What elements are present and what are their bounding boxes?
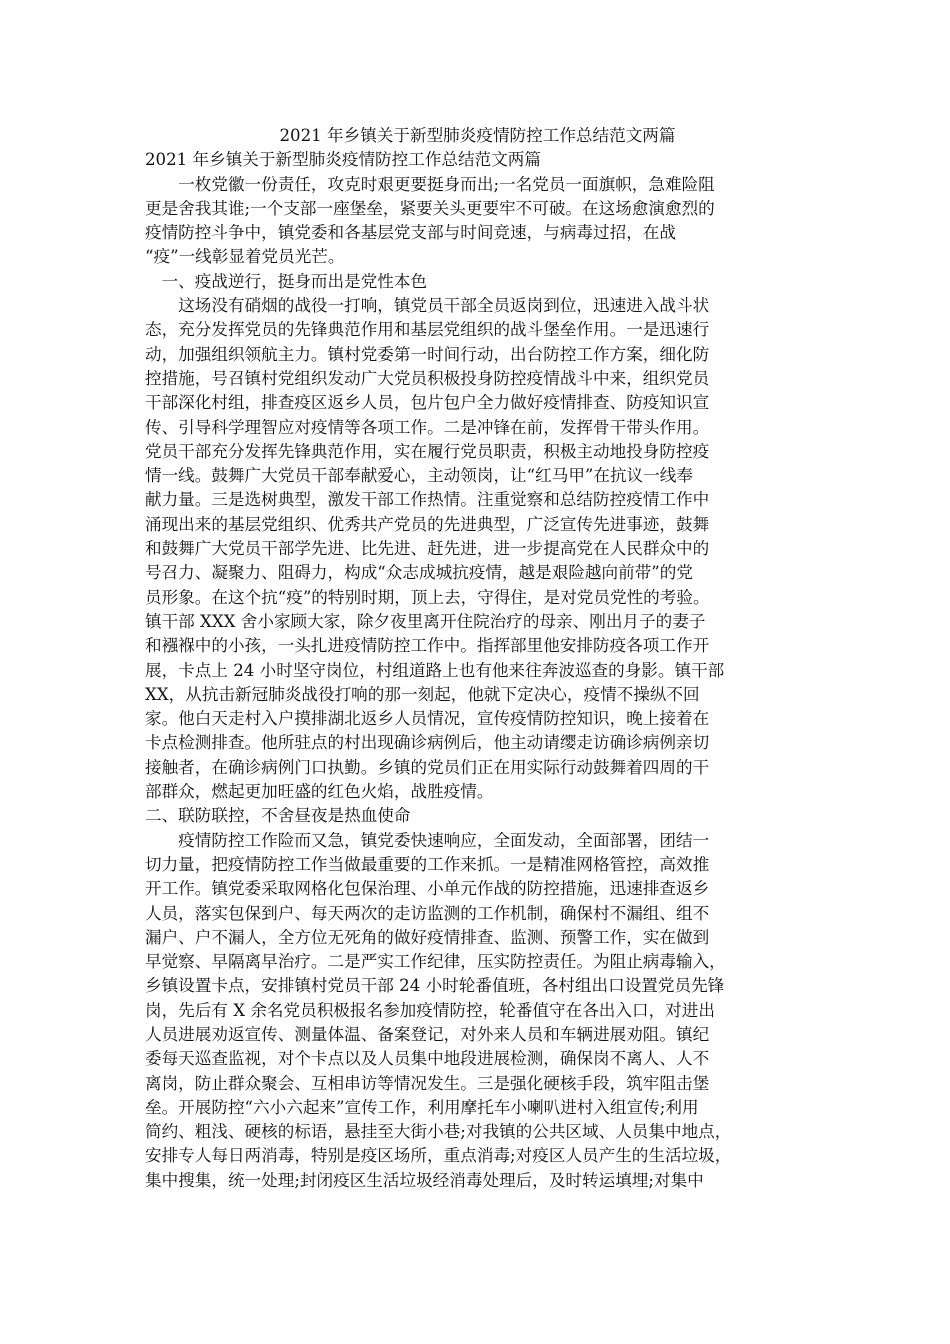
text-line: 号召力、凝聚力、阻碍力，构成“众志成城抗疫情，越是艰险越向前带”的党 <box>145 563 693 583</box>
text-line: 集中搜集，统一处理;封闭疫区生活垃圾经消毒处理后，及时转运填埋;对集中 <box>145 1170 704 1190</box>
text-line: 态，充分发挥党员的先锋典范作用和基层党组织的战斗堡垒作用。一是迅速行 <box>145 320 710 340</box>
text-line: 动，加强组织领航主力。镇村党委第一时间行动，出台防控工作方案，细化防 <box>145 344 710 364</box>
text-line: 二、联防联控，不舍昼夜是热血使命 <box>145 806 411 826</box>
text-line: 接触者，在确诊病例门口执勤。乡镇的党员们正在用实际行动鼓舞着四周的干 <box>145 757 710 777</box>
text-line: 简约、粗浅、硬核的标语，悬挂至大街小巷;对我镇的公共区域、人员集中地点， <box>145 1122 732 1142</box>
text-line: 传、引导科学理智应对疫情等各项工作。二是冲锋在前，发挥骨干带头作用。 <box>145 417 710 437</box>
text-line: 离岗，防止群众聚会、互相串访等情况发生。三是强化硬核手段，筑牢阻击堡 <box>145 1073 710 1093</box>
text-line: 干部深化村组，排查疫区返乡人员，包片包户全力做好疫情排查、防疫知识宣 <box>145 393 710 413</box>
text-line: 人员进展劝返宣传、测量体温、备案登记，对外来人员和车辆进展劝阻。镇纪 <box>145 1024 710 1044</box>
text-line: 情一线。鼓舞广大党员干部奉献爱心，主动领岗，让“红马甲”在抗议一线奉 <box>145 466 693 486</box>
text-line: 垒。开展防控“六小六起来”宣传工作，利用摩托车小喇叭进村入组宣传;利用 <box>145 1097 699 1117</box>
text-line: 乡镇设置卡点，安排镇村党员干部 24 小时轮番值班，各村组出口设置党员先锋 <box>145 976 725 996</box>
text-line: 党员干部充分发挥先锋典范作用，实在履行党员职责，积极主动地投身防控疫 <box>145 441 710 461</box>
text-line: 家。他白天走村入户摸排湖北返乡人员情况，宣传疫情防控知识，晚上接着在 <box>145 709 710 729</box>
text-line: 一枚党徽一份责任，攻克时艰更要挺身而出;一名党员一面旗帜，急难险阻 <box>145 174 715 194</box>
text-line: 卡点检测排查。他所驻点的村出现确诊病例后，他主动请缨走访确诊病例亲切 <box>145 733 710 753</box>
text-line: 开工作。镇党委采取网格化包保治理、小单元作战的防控措施，迅速排查返乡 <box>145 879 710 899</box>
text-line: XX，从抗击新冠肺炎战役打响的那一刻起，他就下定决心，疫情不操纵不回 <box>145 684 700 704</box>
text-line: 涌现出来的基层党组织、优秀共产党员的先进典型，广泛宣传先进事迹，鼓舞 <box>145 514 710 534</box>
text-line: 控措施，号召镇村党组织发动广大党员积极投身防控疫情战斗中来，组织党员 <box>145 368 710 388</box>
text-line: 这场没有硝烟的战役一打响，镇党员干部全员返岗到位，迅速进入战斗状 <box>145 296 710 316</box>
text-line: 展，卡点上 24 小时坚守岗位，村组道路上也有他来往奔波巡查的身影。镇干部 <box>145 660 725 680</box>
text-line: 员形象。在这个抗“疫”的特别时期，顶上去，守得住，是对党员党性的考验。 <box>145 587 710 607</box>
text-line: 人员，落实包保到户、每天两次的走访监测的工作机制，确保村不漏组、组不 <box>145 903 710 923</box>
text-line: 部群众，燃起更加旺盛的红色火焰，战胜疫情。 <box>145 782 494 802</box>
text-line: 早觉察、早隔离早治疗。二是严实工作纪律，压实防控责任。为阻止病毒输入， <box>145 952 726 972</box>
document-title: 2021 年乡镇关于新型肺炎疫情防控工作总结范文两篇 <box>279 126 676 145</box>
text-line: 岗，先后有 X 余名党员积极报名参加疫情防控，轮番值守在各出入口，对进出 <box>145 1000 715 1020</box>
text-line: 和襁褓中的小孩，一头扎进疫情防控工作中。指挥部里他安排防疫各项工作开 <box>145 636 710 656</box>
text-line: 安排专人每日两消毒，特别是疫区场所，重点消毒;对疫区人员产生的生活垃圾， <box>145 1146 732 1166</box>
text-line: “疫”一线彰显着党员光芒。 <box>145 247 345 267</box>
document-page <box>145 124 810 1193</box>
text-line: 更是舍我其谁;一个支部一座堡垒，紧要关头更要牢不可破。在这场愈演愈烈的 <box>145 198 715 218</box>
text-line: 切力量，把疫情防控工作当做最重要的工作来抓。一是精准网格管控，高效推 <box>145 854 710 874</box>
text-line: 一、疫战逆行，挺身而出是党性本色 <box>145 271 428 291</box>
text-line: 镇干部 XXX 舍小家顾大家，除夕夜里离开住院治疗的母亲、刚出月子的妻子 <box>145 611 706 631</box>
text-line: 疫情防控工作险而又急，镇党委快速响应，全面发动，全面部署，团结一 <box>145 830 710 850</box>
text-line: 和鼓舞广大党员干部学先进、比先进、赶先进，进一步提高党在人民群众中的 <box>145 539 710 559</box>
text-line: 2021 年乡镇关于新型肺炎疫情防控工作总结范文两篇 <box>145 150 541 170</box>
text-line: 漏户、户不漏人，全方位无死角的做好疫情排查、监测、预警工作，实在做到 <box>145 927 710 947</box>
text-line: 委每天巡查监视，对个卡点以及人员集中地段进展检测，确保岗不离人、人不 <box>145 1049 710 1069</box>
text-line: 献力量。三是选树典型，激发干部工作热情。注重觉察和总结防控疫情工作中 <box>145 490 710 510</box>
text-line: 疫情防控斗争中，镇党委和各基层党支部与时间竞速，与病毒过招，在战 <box>145 223 676 243</box>
